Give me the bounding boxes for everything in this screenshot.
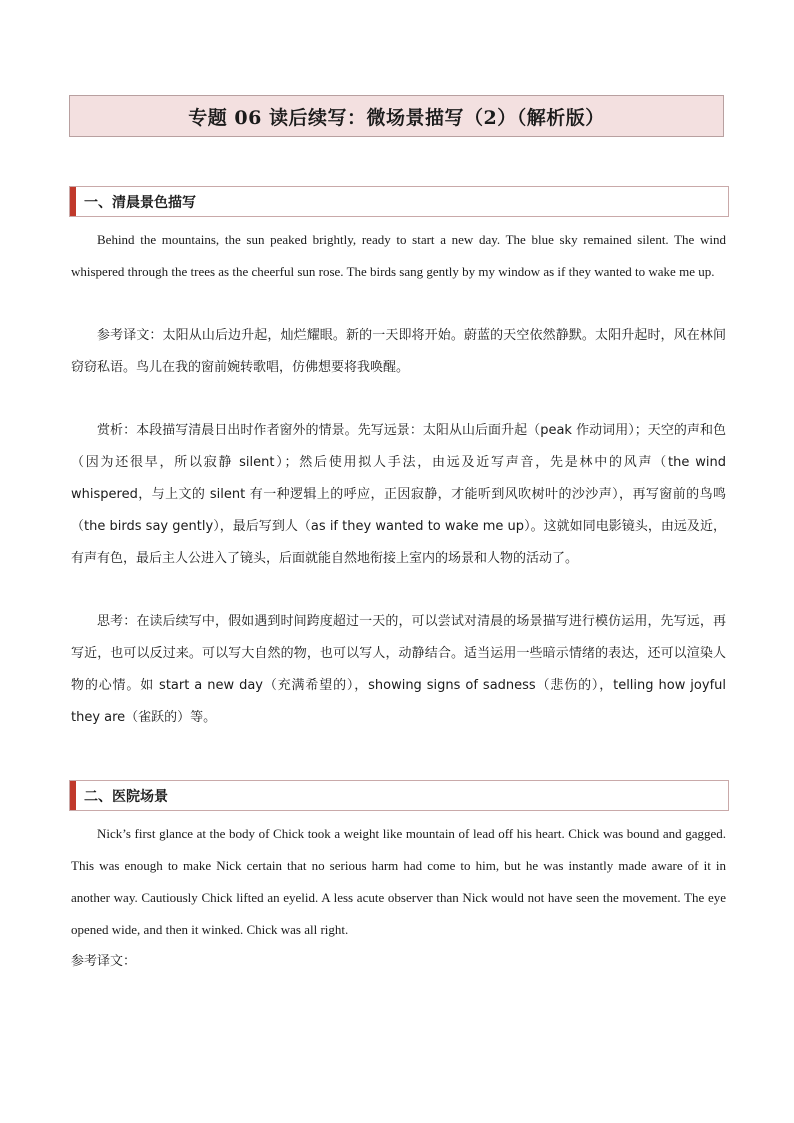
section2-english-paragraph: Nick’s first glance at the body of Chick took a weight like mountain of lead off his heart. Chick was bound and gagged. This was enough to make Nick certain that no serious harm had come to him, but he was instantly made aware of it in another way. Cautiously Chick lifted an eyelid. A less acute observer than Nick would not have seen the movement. The eye opened wide, and then it winked. Chick was all right. [71, 826, 726, 937]
section-accent-bar [70, 781, 76, 810]
document-title: 专题 06 读后续写：微场景描写（2）（解析版） [188, 106, 605, 129]
title-box [69, 95, 724, 137]
section1-english-paragraph: Behind the mountains, the sun peaked brightly, ready to start a new day. The blue sky remained silent. The wind whispered through the trees as the cheerful sun rose. The birds sang gently by my window as if they wanted to wake me up. [71, 232, 726, 279]
section2-translation-label: 参考译文： [71, 954, 137, 969]
section-heading-label: 一、清晨景色描写 [84, 194, 196, 211]
section1-analysis-paragraph: 赏析：本段描写清晨日出时作者窗外的情景。先写远景：太阳从山后面升起（peak 作动词用）；天空的声和色（因为还很早，所以寂静 silent）；然后使用拟人手法，由远及近写声音，先是林中的风声（the wind whispered，与上文的 silent 有一种逻辑上的呼应，正因寂静，才能听到风吹树叶的沙沙声），再写窗前的鸟鸣（the birds say gently），最后写到人（as if they wanted to wake me up）。这就如同电影镜头，由远及近，有声有色，最后主人公进入了镜头，后面就能自然地衔接上室内的场景和人物的活动了。 [71, 423, 726, 566]
section1-thinking-paragraph: 思考：在读后续写中，假如遇到时间跨度超过一天的，可以尝试对清晨的场景描写进行模仿运用，先写远，再写近，也可以反过来。可以写大自然的物，也可以写人，动静结合。适当运用一些暗示情绪的表达，还可以渲染人物的心情。如 start a new day（充满希望的），showing signs of sadness（悲伤的），telling how joyful they are（雀跃的）等。 [71, 614, 726, 725]
section-heading-label: 二、医院场景 [84, 788, 168, 805]
section-heading-2 [69, 780, 729, 811]
section-heading-1 [69, 186, 729, 217]
section-accent-bar [70, 187, 76, 216]
section1-translation-paragraph: 参考译文：太阳从山后边升起，灿烂耀眼。新的一天即将开始。蔚蓝的天空依然静默。太阳升起时，风在林间窃窃私语。鸟儿在我的窗前婉转歌唱，仿佛想要将我唤醒。 [71, 328, 726, 375]
